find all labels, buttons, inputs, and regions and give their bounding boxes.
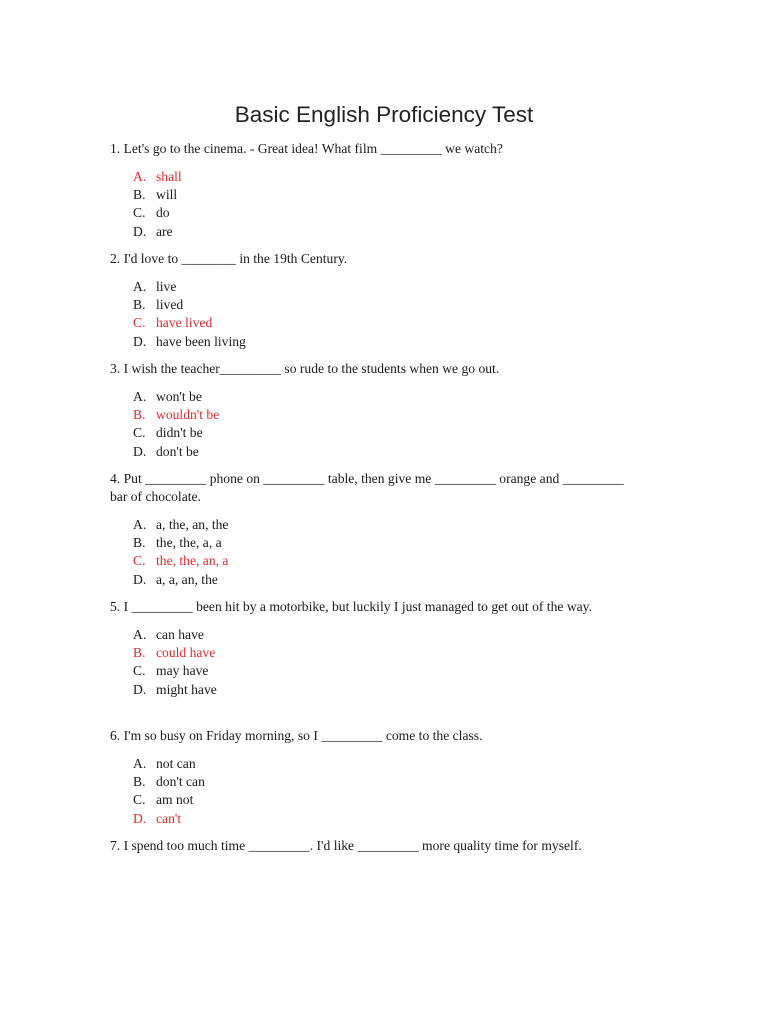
question-4 <box>110 470 630 589</box>
question-2 <box>110 250 630 351</box>
question-text: 5. I _________ been hit by a motorbike, but luckily I just managed to get out of the way. <box>110 599 592 614</box>
option-letter: B. <box>133 187 146 203</box>
option-text: could have <box>156 645 216 661</box>
option-b <box>110 406 630 424</box>
option-letter: B. <box>133 774 146 790</box>
option-letter: D. <box>133 443 147 459</box>
option-letter: B. <box>133 535 146 551</box>
option-b <box>110 644 630 662</box>
question-text: 4. Put _________ phone on _________ table, then give me _________ orange and _________ bar of chocolate. <box>110 471 624 504</box>
option-text: will <box>156 187 178 203</box>
option-a <box>110 755 630 773</box>
option-letter: D. <box>133 333 147 349</box>
option-d <box>110 443 630 461</box>
question-7 <box>110 837 630 855</box>
question-3 <box>110 360 630 461</box>
question-1 <box>110 140 630 241</box>
option-text: wouldn't be <box>156 407 220 423</box>
option-text: the, the, an, a <box>156 553 229 569</box>
option-a <box>110 626 630 644</box>
question-text: 7. I spend too much time _________. I'd like _________ more quality time for myself. <box>110 838 582 853</box>
question-text: 3. I wish the teacher_________ so rude to the students when we go out. <box>110 361 500 376</box>
option-text: didn't be <box>156 425 203 441</box>
option-letter: A. <box>133 627 147 642</box>
question-text: 2. I'd love to ________ in the 19th Century. <box>110 251 348 266</box>
option-d <box>110 333 630 351</box>
option-letter: B. <box>133 407 146 423</box>
option-letter: C. <box>133 315 146 331</box>
option-letter: A. <box>133 279 147 294</box>
option-letter: D. <box>133 571 147 587</box>
option-c <box>110 552 630 570</box>
option-b <box>110 534 630 552</box>
option-text: may have <box>156 663 209 679</box>
option-letter: C. <box>133 553 146 569</box>
question-5 <box>110 598 630 699</box>
page-title: Basic English Proficiency Test <box>234 102 534 127</box>
option-letter: A. <box>133 756 147 771</box>
option-letter: A. <box>133 517 147 532</box>
option-text: shall <box>156 169 182 184</box>
answer-options <box>110 278 630 351</box>
option-text: have lived <box>156 315 213 331</box>
option-d <box>110 571 630 589</box>
option-text: can have <box>156 627 204 642</box>
question-6 <box>110 727 630 828</box>
option-c <box>110 314 630 332</box>
option-text: don't be <box>156 443 199 459</box>
option-letter: C. <box>133 425 146 441</box>
answer-options <box>110 626 630 699</box>
option-d <box>110 223 630 241</box>
option-text: might have <box>156 681 217 697</box>
answer-options <box>110 388 630 461</box>
option-text: are <box>156 223 173 239</box>
option-b <box>110 296 630 314</box>
option-letter: A. <box>133 169 147 184</box>
option-letter: C. <box>133 205 146 221</box>
option-letter: B. <box>133 645 146 661</box>
option-c <box>110 791 630 809</box>
option-d <box>110 681 630 699</box>
option-letter: C. <box>133 663 146 679</box>
option-letter: D. <box>133 810 147 826</box>
option-letter: C. <box>133 792 146 808</box>
option-d <box>110 810 630 828</box>
option-c <box>110 424 630 442</box>
answer-options <box>110 168 630 241</box>
option-a <box>110 278 630 296</box>
option-text: lived <box>156 297 184 313</box>
question-text: 1. Let's go to the cinema. - Great idea! What film _________ we watch? <box>110 141 503 156</box>
option-a <box>110 168 630 186</box>
option-text: live <box>156 279 177 294</box>
option-text: not can <box>156 756 196 771</box>
option-text: a, the, an, the <box>156 517 229 532</box>
option-letter: D. <box>133 681 147 697</box>
option-a <box>110 388 630 406</box>
option-text: the, the, a, a <box>156 535 222 551</box>
option-text: do <box>156 205 170 221</box>
question-text: 6. I'm so busy on Friday morning, so I _________ come to the class. <box>110 728 483 743</box>
option-c <box>110 662 630 680</box>
option-text: have been living <box>156 333 246 349</box>
option-letter: B. <box>133 297 146 313</box>
option-c <box>110 204 630 222</box>
option-a <box>110 516 630 534</box>
option-text: won't be <box>156 389 202 404</box>
option-text: can't <box>156 810 182 826</box>
option-text: a, a, an, the <box>156 571 218 587</box>
option-letter: A. <box>133 389 147 404</box>
option-letter: D. <box>133 223 147 239</box>
option-text: don't can <box>156 774 205 790</box>
option-b <box>110 773 630 791</box>
option-text: am not <box>156 792 194 808</box>
answer-options <box>110 516 630 589</box>
option-b <box>110 186 630 204</box>
answer-options <box>110 755 630 828</box>
